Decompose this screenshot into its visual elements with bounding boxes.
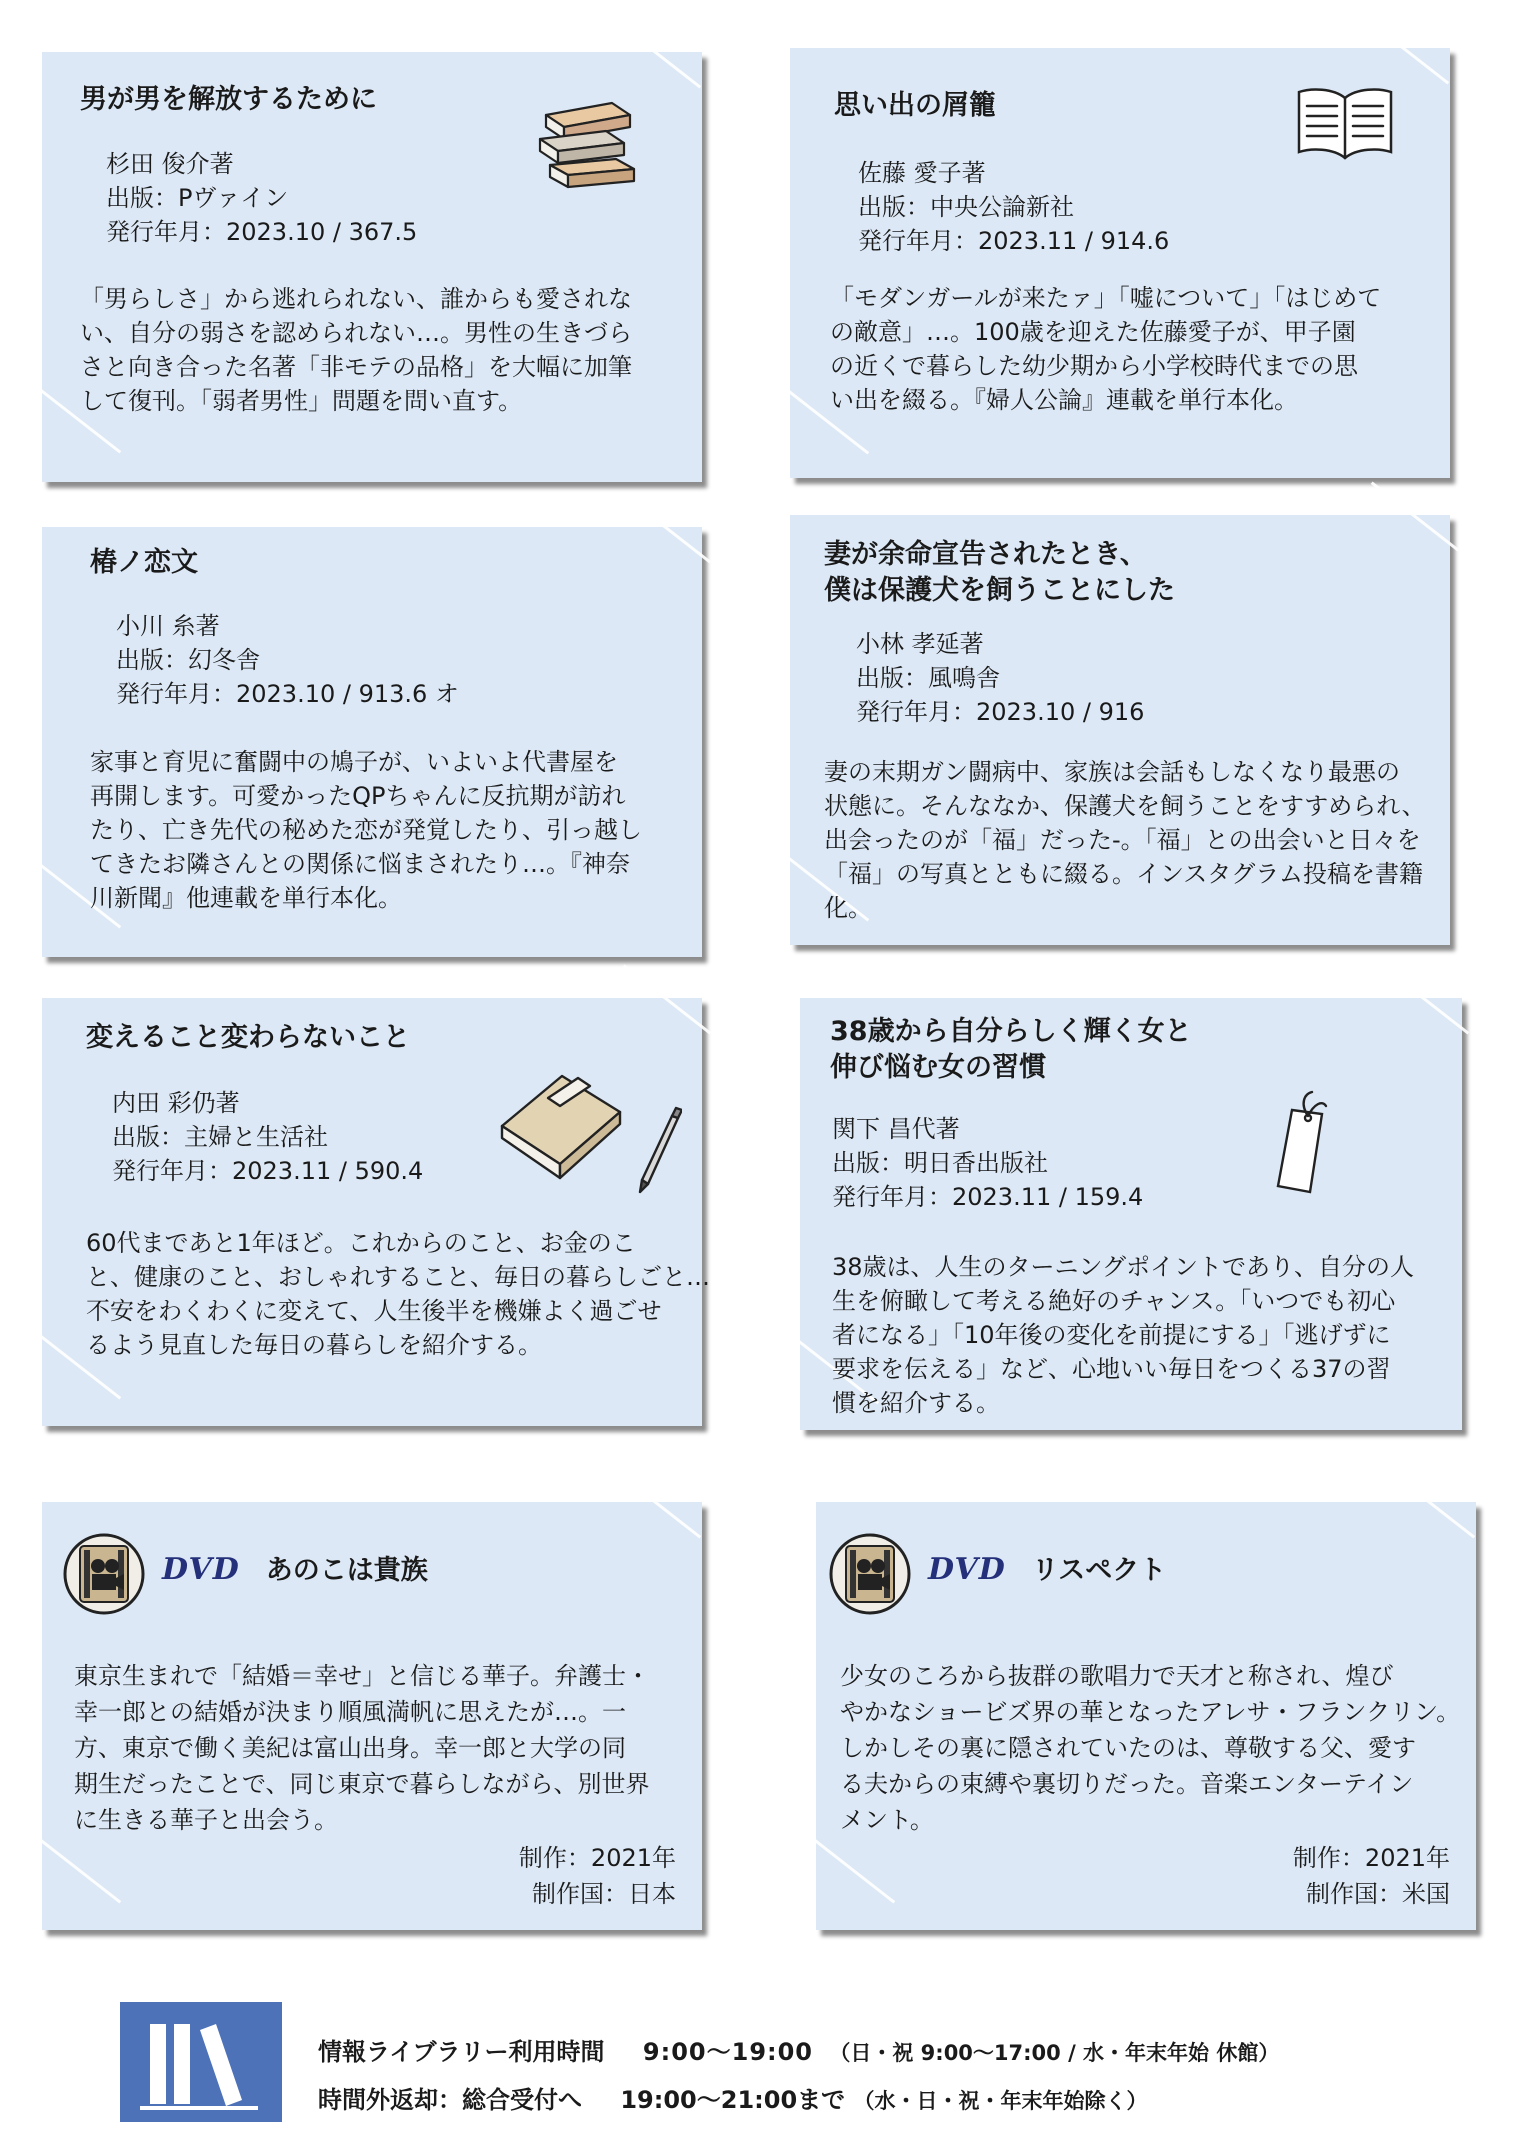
book-title: 38歳から自分らしく輝く女と 伸び悩む女の習慣 [830,1016,1192,1083]
book-date: 発行年月：2023.11 / 914.6 [858,227,1170,255]
movie-camera-icon [828,1532,912,1616]
dvd-title: リスペクト [1031,1555,1167,1586]
book-card [800,998,1462,1430]
dvd-year: 制作：2021年 [1292,1844,1450,1872]
hours-note: （日・祝 9:00～17:00 / 水・年末年始 休館） [829,2041,1280,2065]
bookmark-icon [1270,1086,1340,1198]
movie-camera-icon [62,1532,146,1616]
book-card [42,998,710,1426]
open-book-icon [1293,82,1397,166]
dvd-card [816,1502,1476,1930]
book-publisher: 出版：Pヴァイン [106,184,289,212]
book-date: 発行年月：2023.11 / 159.4 [832,1183,1144,1211]
dvd-title-row [162,1552,428,1589]
book-date: 発行年月：2023.11 / 590.4 [112,1157,424,1185]
book-author: 杉田 俊介著 [106,150,234,178]
book-date: 発行年月：2023.10 / 913.6 オ [116,680,459,708]
return-label: 時間外返却：総合受付へ [318,2086,582,2114]
book-title: 妻が余命宣告されたとき、 僕は保護犬を飼うことにした [824,539,1175,606]
book-author: 佐藤 愛子著 [858,159,986,187]
dvd-label: DVD [928,1552,1006,1587]
book-card [790,48,1450,478]
book-stack-icon [532,97,644,197]
dvd-country: 制作国：米国 [1306,1880,1450,1908]
book-publisher: 出版：風鳴舎 [856,664,1000,692]
book-publisher: 出版：明日香出版社 [832,1149,1048,1177]
book-description: 38歳は、人生のターニングポイントであり、自分の人 生を俯瞰して考える絶好のチャンス。「いつでも初心 者になる」「10年後の変化を前提にする」「逃げずに 要求を伝える」など、心地いい毎日をつくる37の習 慣を紹介する。 [832,1253,1415,1417]
book-author: 小川 糸著 [116,612,220,640]
dvd-credits [1293,1840,1450,1912]
book-description: 妻の末期ガン闘病中、家族は会話もしなくなり最悪の 状態に。そんななか、保護犬を飼うことをすすめられ、 出会ったのが「福」だった-。「福」との出会いと日々を 「福」の写真とともに綴る。インスタグラム投稿を書籍 化。 [824,758,1426,922]
book-card [790,515,1450,945]
hours-value: 9:00～19:00 [642,2038,814,2066]
book-publisher: 出版：幻冬舎 [116,646,260,674]
footer-return [318,2080,1148,2115]
book-author: 関下 昌代著 [832,1115,960,1143]
dvd-label: DVD [162,1552,240,1587]
book-description: 家事と育児に奮闘中の鳩子が、いよいよ代書屋を 再開します。可愛かったQPちゃんに反抗期が訪れ たり、亡き先代の秘めた恋が発覚したり、引っ越し てきたお隣さんとの関係に悩まされたり…。『神奈 川新聞』他連載を単行本化。 [90,748,642,912]
dvd-country: 制作国：日本 [532,1880,676,1908]
book-author: 内田 彩仍著 [112,1089,240,1117]
book-card [42,527,702,957]
dvd-title: あのこは貴族 [265,1555,428,1586]
book-description: 「モダンガールが来たァ」「嘘について」「はじめて の敵意」…。100歳を迎えた佐藤愛子が、甲子園 の近くで暮らした幼少期から小学校時代までの思 い出を綴る。『婦人公論』連載を単行本化。 [830,284,1382,414]
dvd-credits [519,1840,676,1912]
book-title: 変えること変わらないこと [86,1022,410,1053]
book-description: 60代まであと1年ほど。これからのこと、お金のこ と、健康のこと、おしゃれすること、毎日の暮らしごと… 不安をわくわくに変えて、人生後半を機嫌よく過ごせ るよう見直した毎日の暮らしを紹介する。 [86,1229,710,1359]
book-publisher: 出版：主婦と生活社 [112,1123,328,1151]
book-meta [106,147,417,249]
return-note: （水・日・祝・年末年始除く） [853,2089,1148,2113]
book-card [42,52,702,482]
library-books-logo-icon [120,2002,282,2122]
book-author: 小林 孝延著 [856,630,984,658]
book-meta [112,1086,423,1188]
book-publisher: 出版：中央公論新社 [858,193,1074,221]
dvd-description: 少女のころから抜群の歌唱力で天才と称され、煌び やかなショービズ界の華となったアレサ・フランクリン。 しかしその裏に隠されていたのは、尊敬する父、愛す る夫からの束縛や裏切りだった。音楽エンターテイン メント。 [840,1662,1461,1834]
book-title: 思い出の屑籠 [834,90,996,121]
book-meta [858,156,1169,258]
book-meta [856,627,1144,729]
hours-label: 情報ライブラリー利用時間 [318,2038,605,2066]
dvd-description: 東京生まれで「結婚＝幸せ」と信じる華子。弁護士・ 幸一郎との結婚が決まり順風満帆に思えたが…。一 方、東京で働く美紀は富山出身。幸一郎と大学の同 期生だったことで、同じ東京で暮らしながら、別世界 に生きる華子と出会う。 [74,1662,650,1834]
dvd-card [42,1502,702,1930]
dvd-title-row [928,1552,1166,1589]
book-description: 「男らしさ」から逃れられない、誰からも愛されな い、自分の弱さを認められない…。男性の生きづら さと向き合った名著「非モテの品格」を大幅に加筆 して復刊。「弱者男性」問題を問い直す。 [80,285,632,415]
footer-hours [318,2032,1279,2067]
book-date: 発行年月：2023.10 / 367.5 [106,218,418,246]
book-meta [116,609,459,711]
notebook-pencil-icon [492,1066,682,1196]
book-meta [832,1112,1143,1214]
return-hours: 19:00～21:00まで [620,2086,846,2114]
book-date: 発行年月：2023.10 / 916 [856,698,1145,726]
dvd-year: 制作：2021年 [518,1844,676,1872]
book-title: 椿ノ恋文 [90,547,198,578]
book-title: 男が男を解放するために [80,84,377,115]
